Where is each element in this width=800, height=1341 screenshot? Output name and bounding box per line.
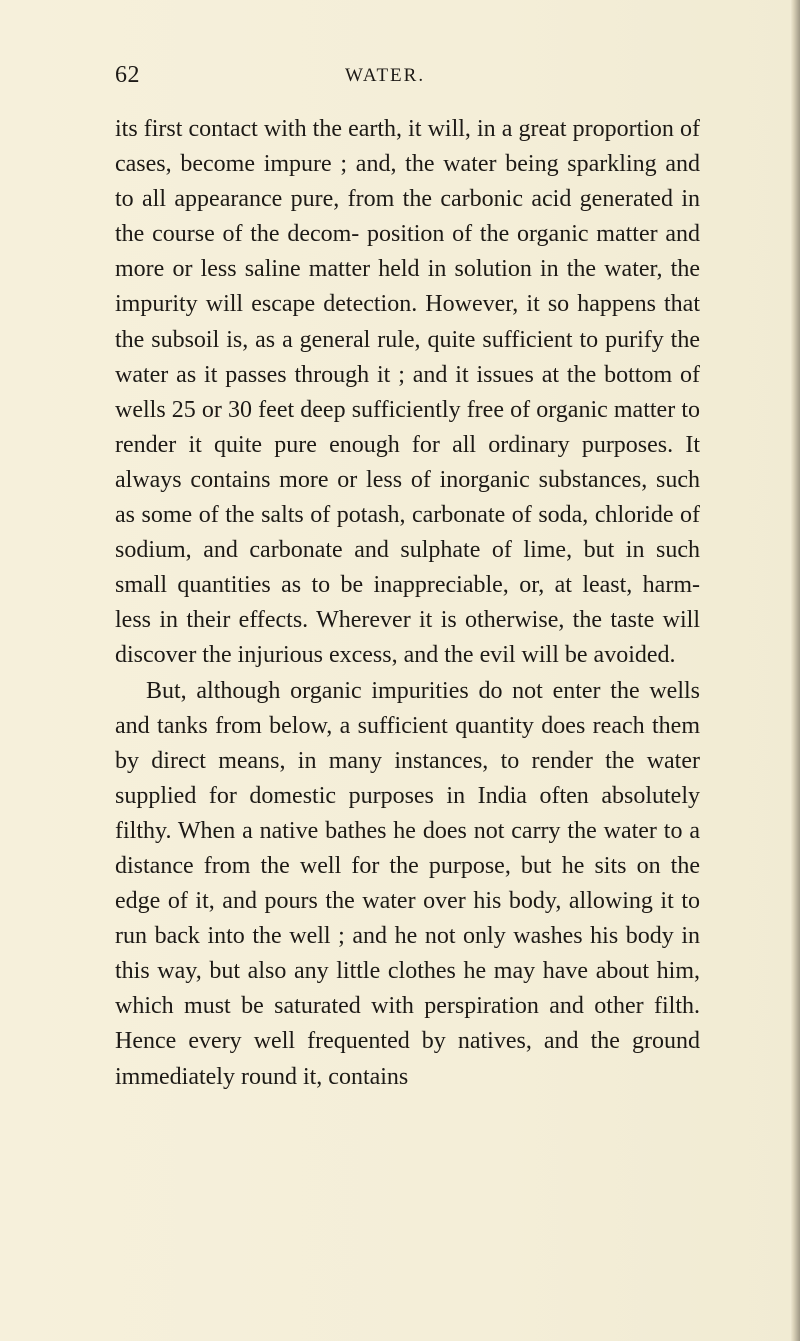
body-text	[115, 112, 700, 1095]
paragraph-1: its first contact with the earth, it will, in a great proportion of cases, become impure ; and, the water being sparkling and to all appearance pure, from the carbonic acid generated in the course of the decom- position of the organic matter and more or less saline matter held in solution in the water, the impurity will escape detection. However, it so happens that the subsoil is, as a general rule, quite sufficient to purify the water as it passes through it ; and it issues at the bottom of wells 25 or 30 feet deep sufficiently free of organic matter to render it quite pure enough for all ordinary purposes. It always contains more or less of inorganic substances, such as some of the salts of potash, carbonate of soda, chloride of sodium, and carbonate and sulphate of lime, but in such small quantities as to be inappreciable, or, at least, harm- less in their effects. Wherever it is otherwise, the taste will discover the injurious excess, and the evil will be avoided.	[115, 116, 700, 669]
page-number: 62	[115, 62, 140, 88]
paragraph-2: But, although organic impurities do not enter the wells and tanks from below, a sufficient quantity does reach them by direct means, in many instances, to render the water supplied for domestic purposes in India often absolutely filthy. When a native bathes he does not carry the water to a distance from the well for the purpose, but he sits on the edge of it, and pours the water over his body, allowing it to run back into the well ; and he not only washes his body in this way, but also any little clothes he may have about him, which must be saturated with perspiration and other filth. Hence every well frequented by natives, and the ground immediately round it, contains	[115, 677, 700, 1090]
running-head: WATER.	[345, 65, 426, 86]
page-edge-shadow	[790, 0, 800, 1341]
page-header	[115, 62, 700, 92]
